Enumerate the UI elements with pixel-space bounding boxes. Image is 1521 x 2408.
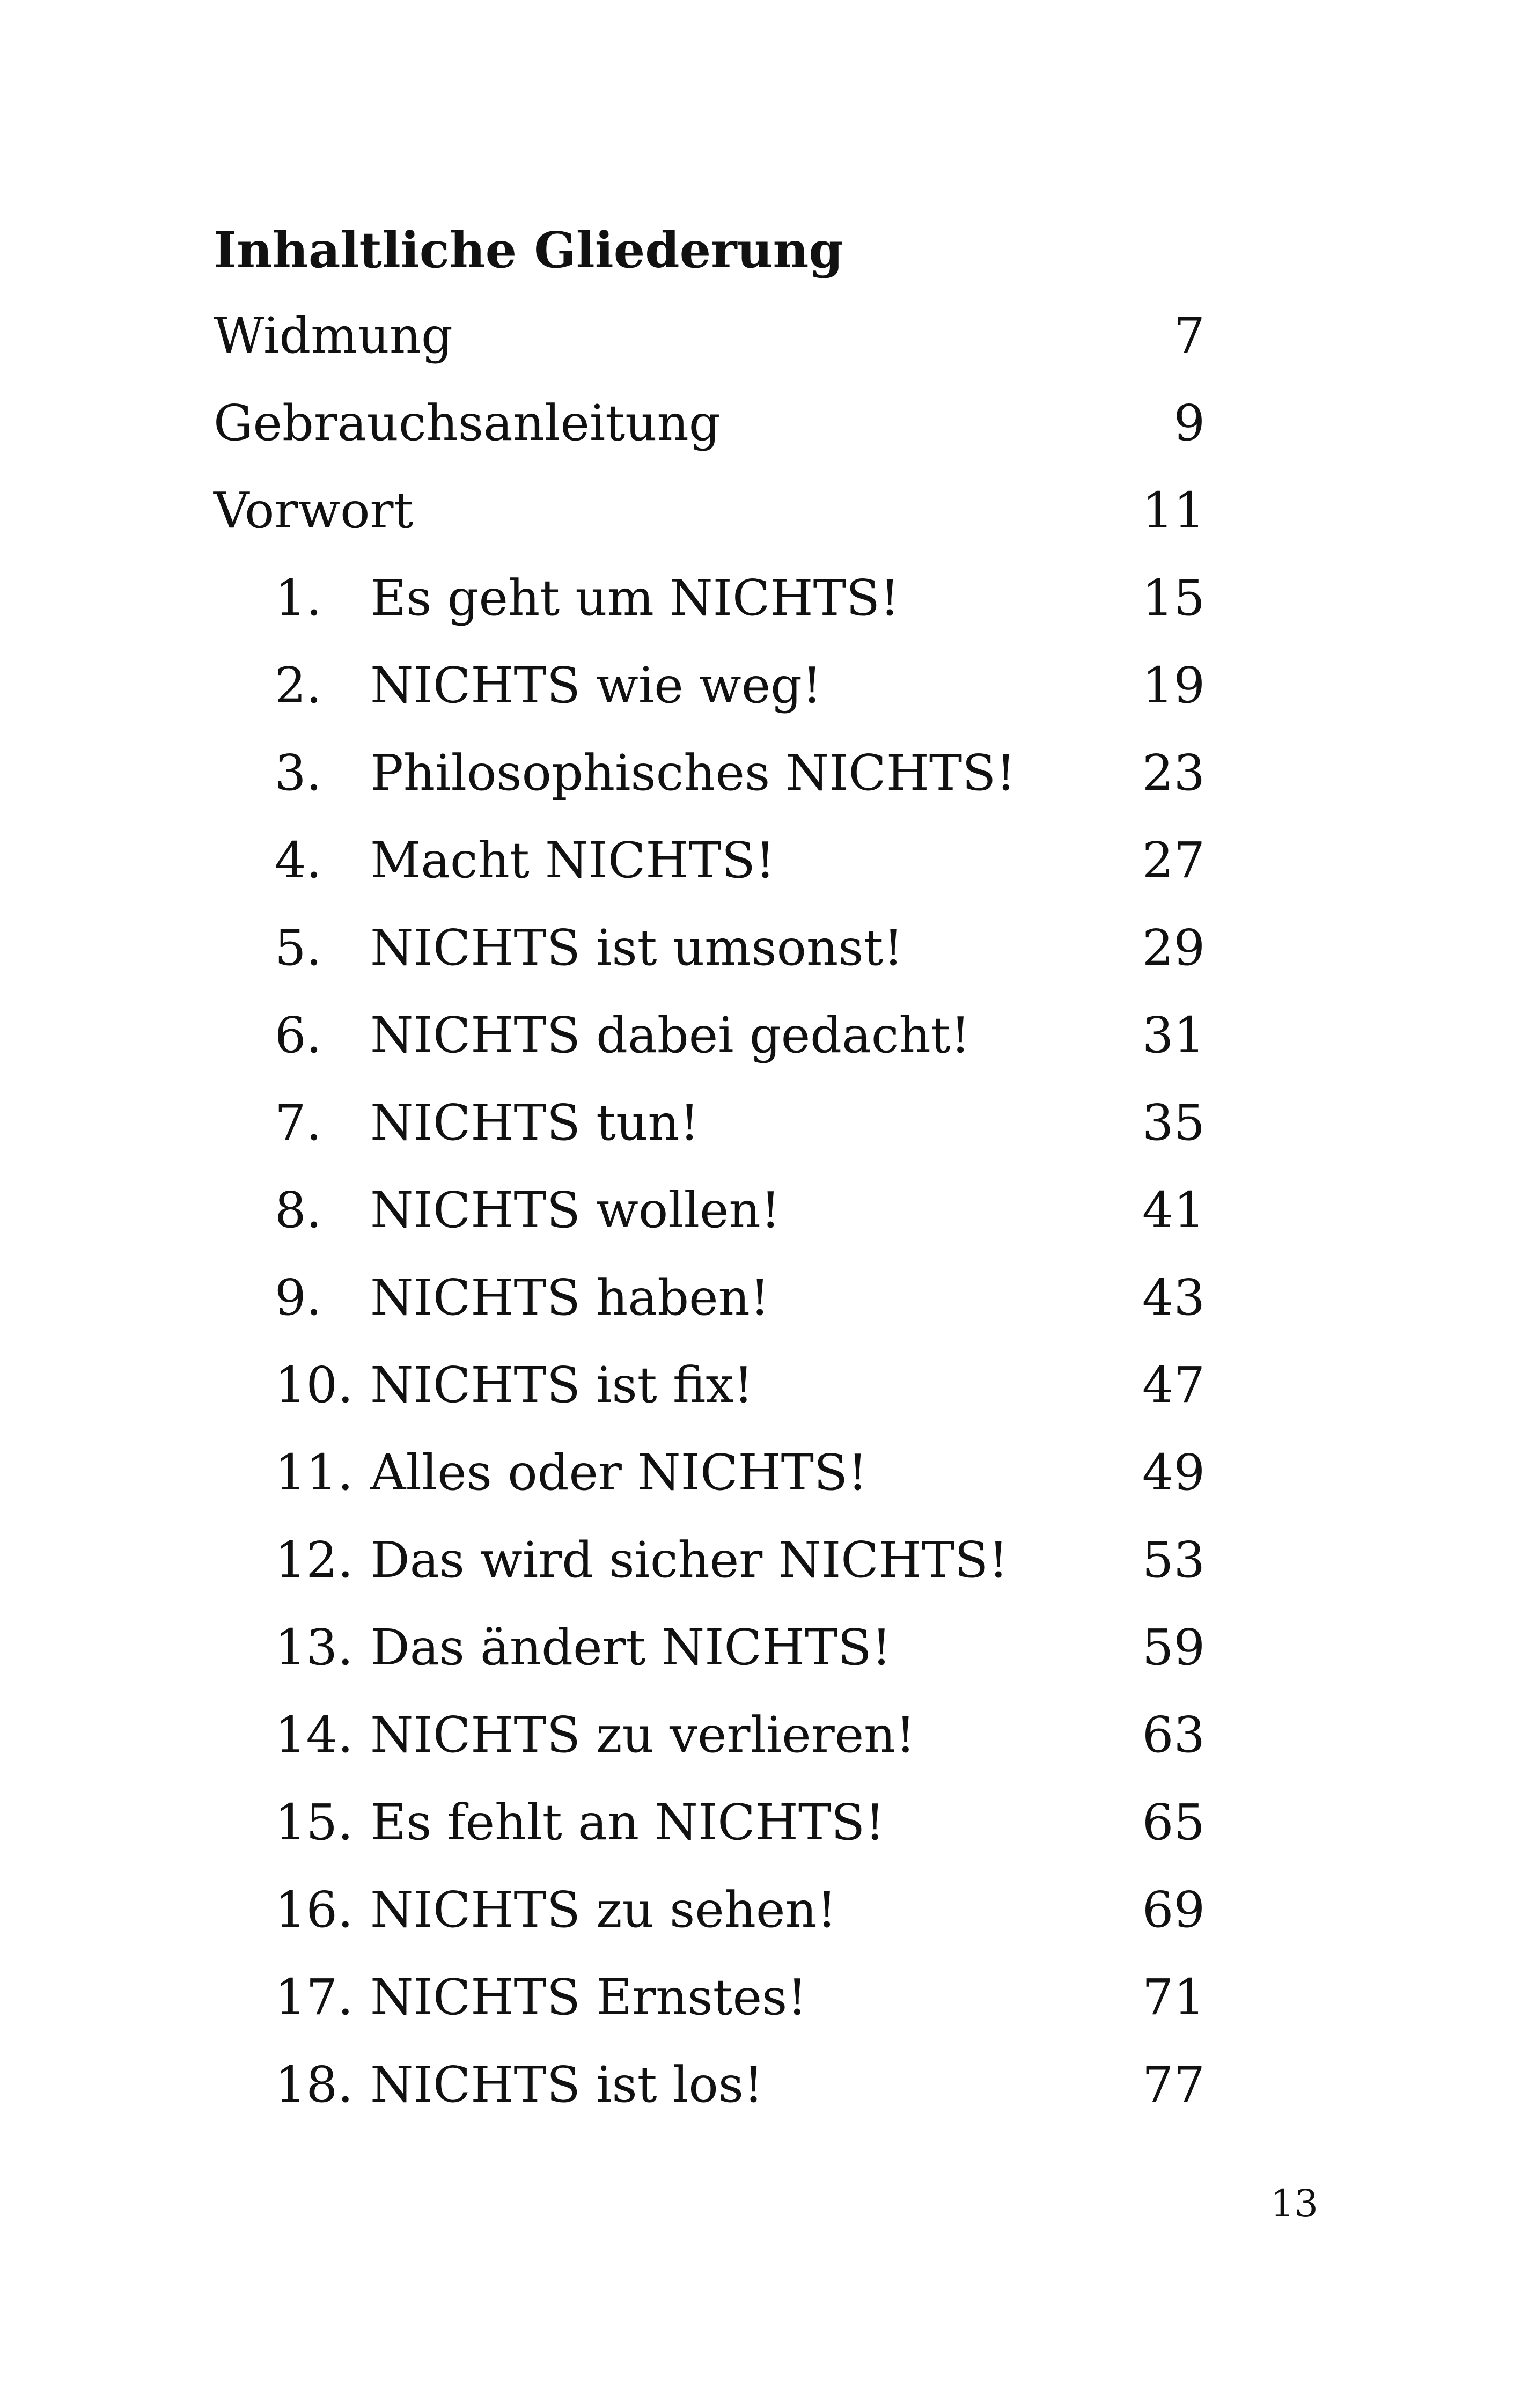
toc-chapter-page: 35 xyxy=(1142,1094,1205,1151)
toc-chapter-entry xyxy=(214,1706,1205,1770)
toc-chapter-title: NICHTS zu verlieren! xyxy=(370,1706,916,1764)
toc-chapter-number: 16. xyxy=(275,1881,354,1939)
toc-chapter-title: NICHTS haben! xyxy=(370,1269,770,1326)
toc-chapter-entry xyxy=(214,832,1205,895)
toc-entry-page: 9 xyxy=(1173,394,1205,452)
toc-chapter-number: 7. xyxy=(275,1094,322,1151)
toc-chapter-page: 41 xyxy=(1142,1181,1205,1239)
toc-heading: Inhaltliche Gliederung xyxy=(214,221,843,279)
toc-chapter-page: 15 xyxy=(1142,569,1205,627)
toc-chapter-number: 3. xyxy=(275,744,322,802)
toc-chapter-title: Philosophisches NICHTS! xyxy=(370,744,1016,802)
toc-chapter-entry xyxy=(214,1531,1205,1595)
toc-chapter-entry xyxy=(214,1007,1205,1070)
toc-chapter-entry xyxy=(214,1881,1205,1944)
toc-chapter-title: NICHTS ist umsonst! xyxy=(370,919,903,977)
toc-chapter-page: 27 xyxy=(1142,832,1205,889)
toc-chapter-number: 12. xyxy=(275,1531,354,1589)
toc-entry-title: Vorwort xyxy=(214,482,414,539)
toc-chapter-title: Es geht um NICHTS! xyxy=(370,569,900,627)
toc-chapter-entry xyxy=(214,2056,1205,2119)
toc-chapter-title: Das ändert NICHTS! xyxy=(370,1619,892,1676)
toc-chapter-number: 6. xyxy=(275,1007,322,1064)
toc-chapter-title: NICHTS tun! xyxy=(370,1094,700,1151)
toc-entry-page: 7 xyxy=(1173,307,1205,364)
toc-chapter-number: 10. xyxy=(275,1356,354,1414)
toc-chapter-page: 65 xyxy=(1142,1794,1205,1851)
toc-entry-title: Widmung xyxy=(214,307,453,364)
toc-chapter-entry xyxy=(214,1794,1205,1857)
toc-chapter-entry xyxy=(214,1181,1205,1245)
toc-chapter-number: 17. xyxy=(275,1969,354,2026)
toc-chapter-page: 19 xyxy=(1142,657,1205,714)
toc-chapter-title: Das wird sicher NICHTS! xyxy=(370,1531,1009,1589)
toc-chapter-title: Alles oder NICHTS! xyxy=(370,1444,868,1501)
toc-chapter-title: NICHTS wollen! xyxy=(370,1181,781,1239)
toc-chapter-number: 15. xyxy=(275,1794,354,1851)
toc-chapter-title: Macht NICHTS! xyxy=(370,832,775,889)
toc-chapter-page: 69 xyxy=(1142,1881,1205,1939)
toc-chapter-page: 53 xyxy=(1142,1531,1205,1589)
toc-chapter-page: 71 xyxy=(1142,1969,1205,2026)
toc-chapter-number: 9. xyxy=(275,1269,322,1326)
toc-chapter-title: NICHTS zu sehen! xyxy=(370,1881,837,1939)
toc-chapter-title: NICHTS Ernstes! xyxy=(370,1969,807,2026)
toc-entry-page: 11 xyxy=(1142,482,1205,539)
toc-chapter-number: 1. xyxy=(275,569,322,627)
toc-chapter-entry xyxy=(214,1619,1205,1682)
toc-chapter-entry xyxy=(214,1356,1205,1420)
toc-chapter-entry xyxy=(214,744,1205,807)
toc-entry xyxy=(214,482,1205,545)
toc-chapter-title: NICHTS ist los! xyxy=(370,2056,763,2113)
toc-chapter-title: NICHTS ist fix! xyxy=(370,1356,754,1414)
toc-entry-title: Gebrauchsanleitung xyxy=(214,394,721,452)
toc-entry xyxy=(214,307,1205,370)
toc-chapter-entry xyxy=(214,1969,1205,2032)
toc-chapter-page: 77 xyxy=(1142,2056,1205,2113)
toc-chapter-entry xyxy=(214,657,1205,720)
toc-chapter-entry xyxy=(214,569,1205,633)
toc-chapter-page: 43 xyxy=(1142,1269,1205,1326)
toc-chapter-page: 47 xyxy=(1142,1356,1205,1414)
toc-chapter-page: 29 xyxy=(1142,919,1205,977)
toc-chapter-number: 18. xyxy=(275,2056,354,2113)
toc-chapter-page: 23 xyxy=(1142,744,1205,802)
toc-chapter-number: 2. xyxy=(275,657,322,714)
toc-chapter-title: NICHTS dabei gedacht! xyxy=(370,1007,971,1064)
toc-chapter-page: 31 xyxy=(1142,1007,1205,1064)
toc-chapter-number: 11. xyxy=(275,1444,354,1501)
toc-chapter-entry xyxy=(214,1444,1205,1507)
toc-chapter-title: NICHTS wie weg! xyxy=(370,657,822,714)
toc-chapter-title: Es fehlt an NICHTS! xyxy=(370,1794,885,1851)
toc-chapter-entry xyxy=(214,1269,1205,1332)
toc-chapter-number: 5. xyxy=(275,919,322,977)
toc-chapter-number: 4. xyxy=(275,832,322,889)
toc-chapter-number: 14. xyxy=(275,1706,354,1764)
toc-entry xyxy=(214,394,1205,458)
toc-chapter-entry xyxy=(214,919,1205,982)
toc-chapter-number: 13. xyxy=(275,1619,354,1676)
toc-chapter-page: 63 xyxy=(1142,1706,1205,1764)
toc-chapter-page: 49 xyxy=(1142,1444,1205,1501)
toc-chapter-number: 8. xyxy=(275,1181,322,1239)
toc-chapter-page: 59 xyxy=(1142,1619,1205,1676)
page-number: 13 xyxy=(1270,2182,1318,2226)
toc-chapter-entry xyxy=(214,1094,1205,1157)
